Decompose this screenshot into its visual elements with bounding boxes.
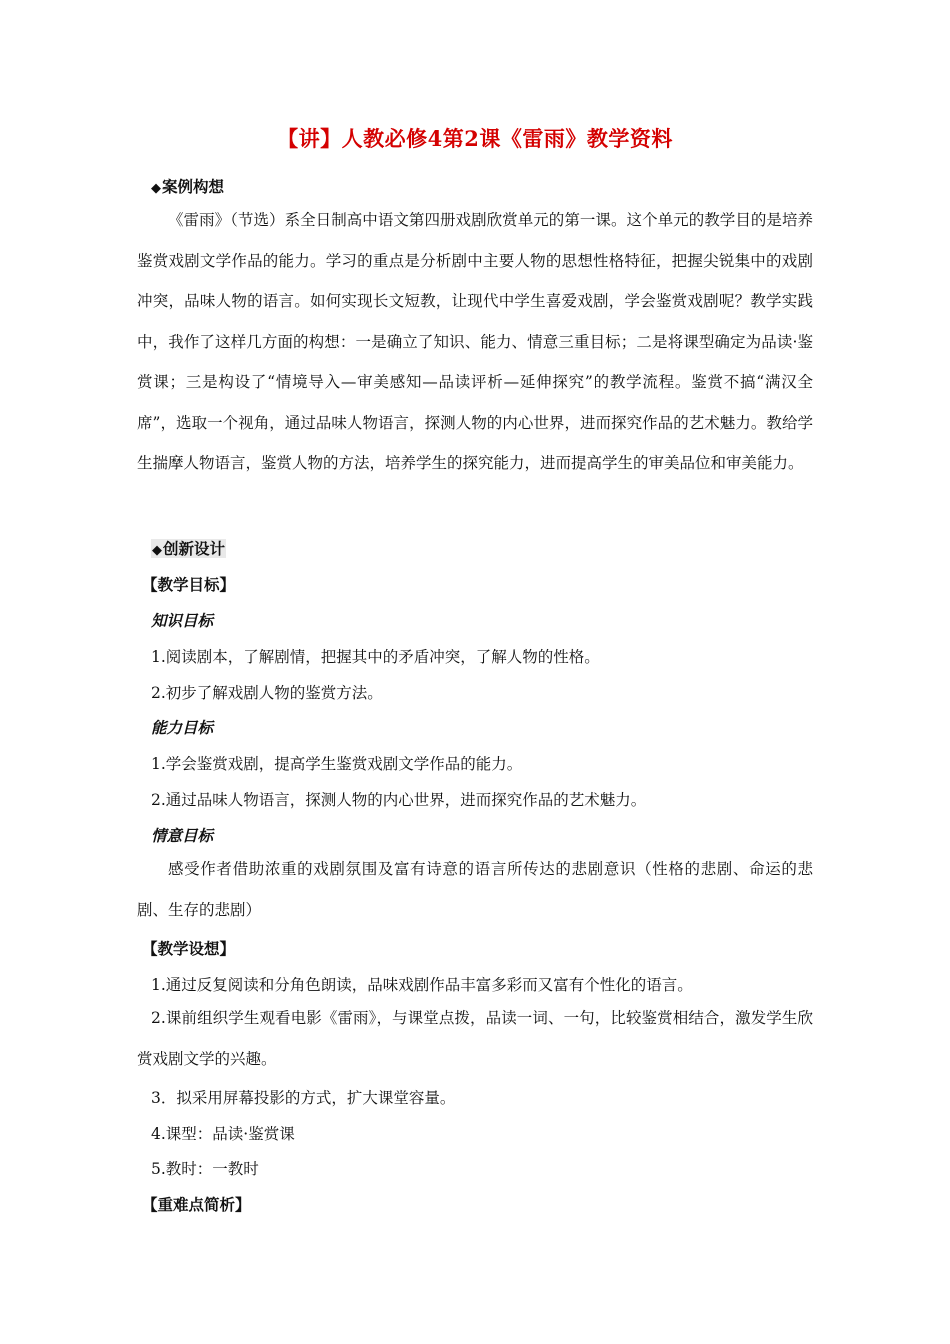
page-title: 【讲】人教必修4第2课《雷雨》教学资料 (277, 126, 673, 151)
innovative-design-heading-text: 创新设计 (163, 539, 226, 558)
knowledge-goal-heading: 知识目标 (151, 611, 214, 630)
case-concept-paragraph-block (137, 200, 813, 484)
plan-item-5: 5.教时：一教时 (151, 1160, 259, 1178)
teaching-goals-heading: 【教学目标】 (142, 575, 236, 594)
diamond-bullet-icon: ◆ (151, 181, 161, 196)
case-concept-paragraph: 《雷雨》（节选）系全日制高中语文第四册戏剧欣赏单元的第一课。这个单元的教学目的是培养鉴赏戏剧文学作品的能力。学习的重点是分析剧中主要人物的思想性格特征，把握尖锐集中的戏剧冲突，品味人物的语言。如何实现长文短教，让现代中学生喜爱戏剧，学会鉴赏戏剧呢？教学实践中，我作了这样几方面的构想：一是确立了知识、能力、情意三重目标；二是将课型确定为品读·鉴赏课；三是构设了“情境导入—审美感知—品读评析—延伸探究”的教学流程。鉴赏不搞“满汉全席”，选取一个视角，通过品味人物语言，探测人物的内心世界，进而探究作品的艺术魅力。教给学生揣摩人物语言，鉴赏人物的方法，培养学生的探究能力，进而提高学生的审美品位和审美能力。 (137, 211, 813, 472)
emotion-paragraph-block (137, 849, 813, 930)
plan-item-1: 1.通过反复阅读和分角色朗读，品味戏剧作品丰富多彩而又富有个性化的语言。 (151, 976, 693, 994)
plan-item-2-block (137, 998, 813, 1079)
innovative-design-heading (151, 537, 226, 559)
teaching-plan-heading: 【教学设想】 (142, 939, 236, 958)
case-concept-heading (151, 175, 224, 197)
knowledge-item-2: 2.初步了解戏剧人物的鉴赏方法。 (151, 684, 383, 702)
case-concept-heading-text: 案例构想 (162, 177, 225, 196)
plan-item-2: 2.课前组织学生观看电影《雷雨》，与课堂点拨，品读一词、一句，比较鉴赏相结合，激发学生欣赏戏剧文学的兴趣。 (137, 1009, 813, 1068)
plan-item-4: 4.课型：品读·鉴赏课 (151, 1125, 295, 1143)
emotion-goal-heading: 情意目标 (151, 826, 214, 845)
plan-item-3: 3．拟采用屏幕投影的方式，扩大课堂容量。 (151, 1089, 456, 1107)
knowledge-item-1: 1.阅读剧本，了解剧情，把握其中的矛盾冲突，了解人物的性格。 (151, 648, 600, 666)
difficulty-analysis-heading: 【重难点简析】 (142, 1195, 251, 1214)
emotion-goal-paragraph: 感受作者借助浓重的戏剧氛围及富有诗意的语言所传达的悲剧意识（性格的悲剧、命运的悲剧、生存的悲剧） (137, 860, 813, 919)
ability-item-2: 2.通过品味人物语言，探测人物的内心世界，进而探究作品的艺术魅力。 (151, 791, 647, 809)
ability-item-1: 1.学会鉴赏戏剧，提高学生鉴赏戏剧文学作品的能力。 (151, 755, 523, 773)
diamond-bullet-icon: ◆ (152, 543, 162, 558)
ability-goal-heading: 能力目标 (151, 718, 214, 737)
